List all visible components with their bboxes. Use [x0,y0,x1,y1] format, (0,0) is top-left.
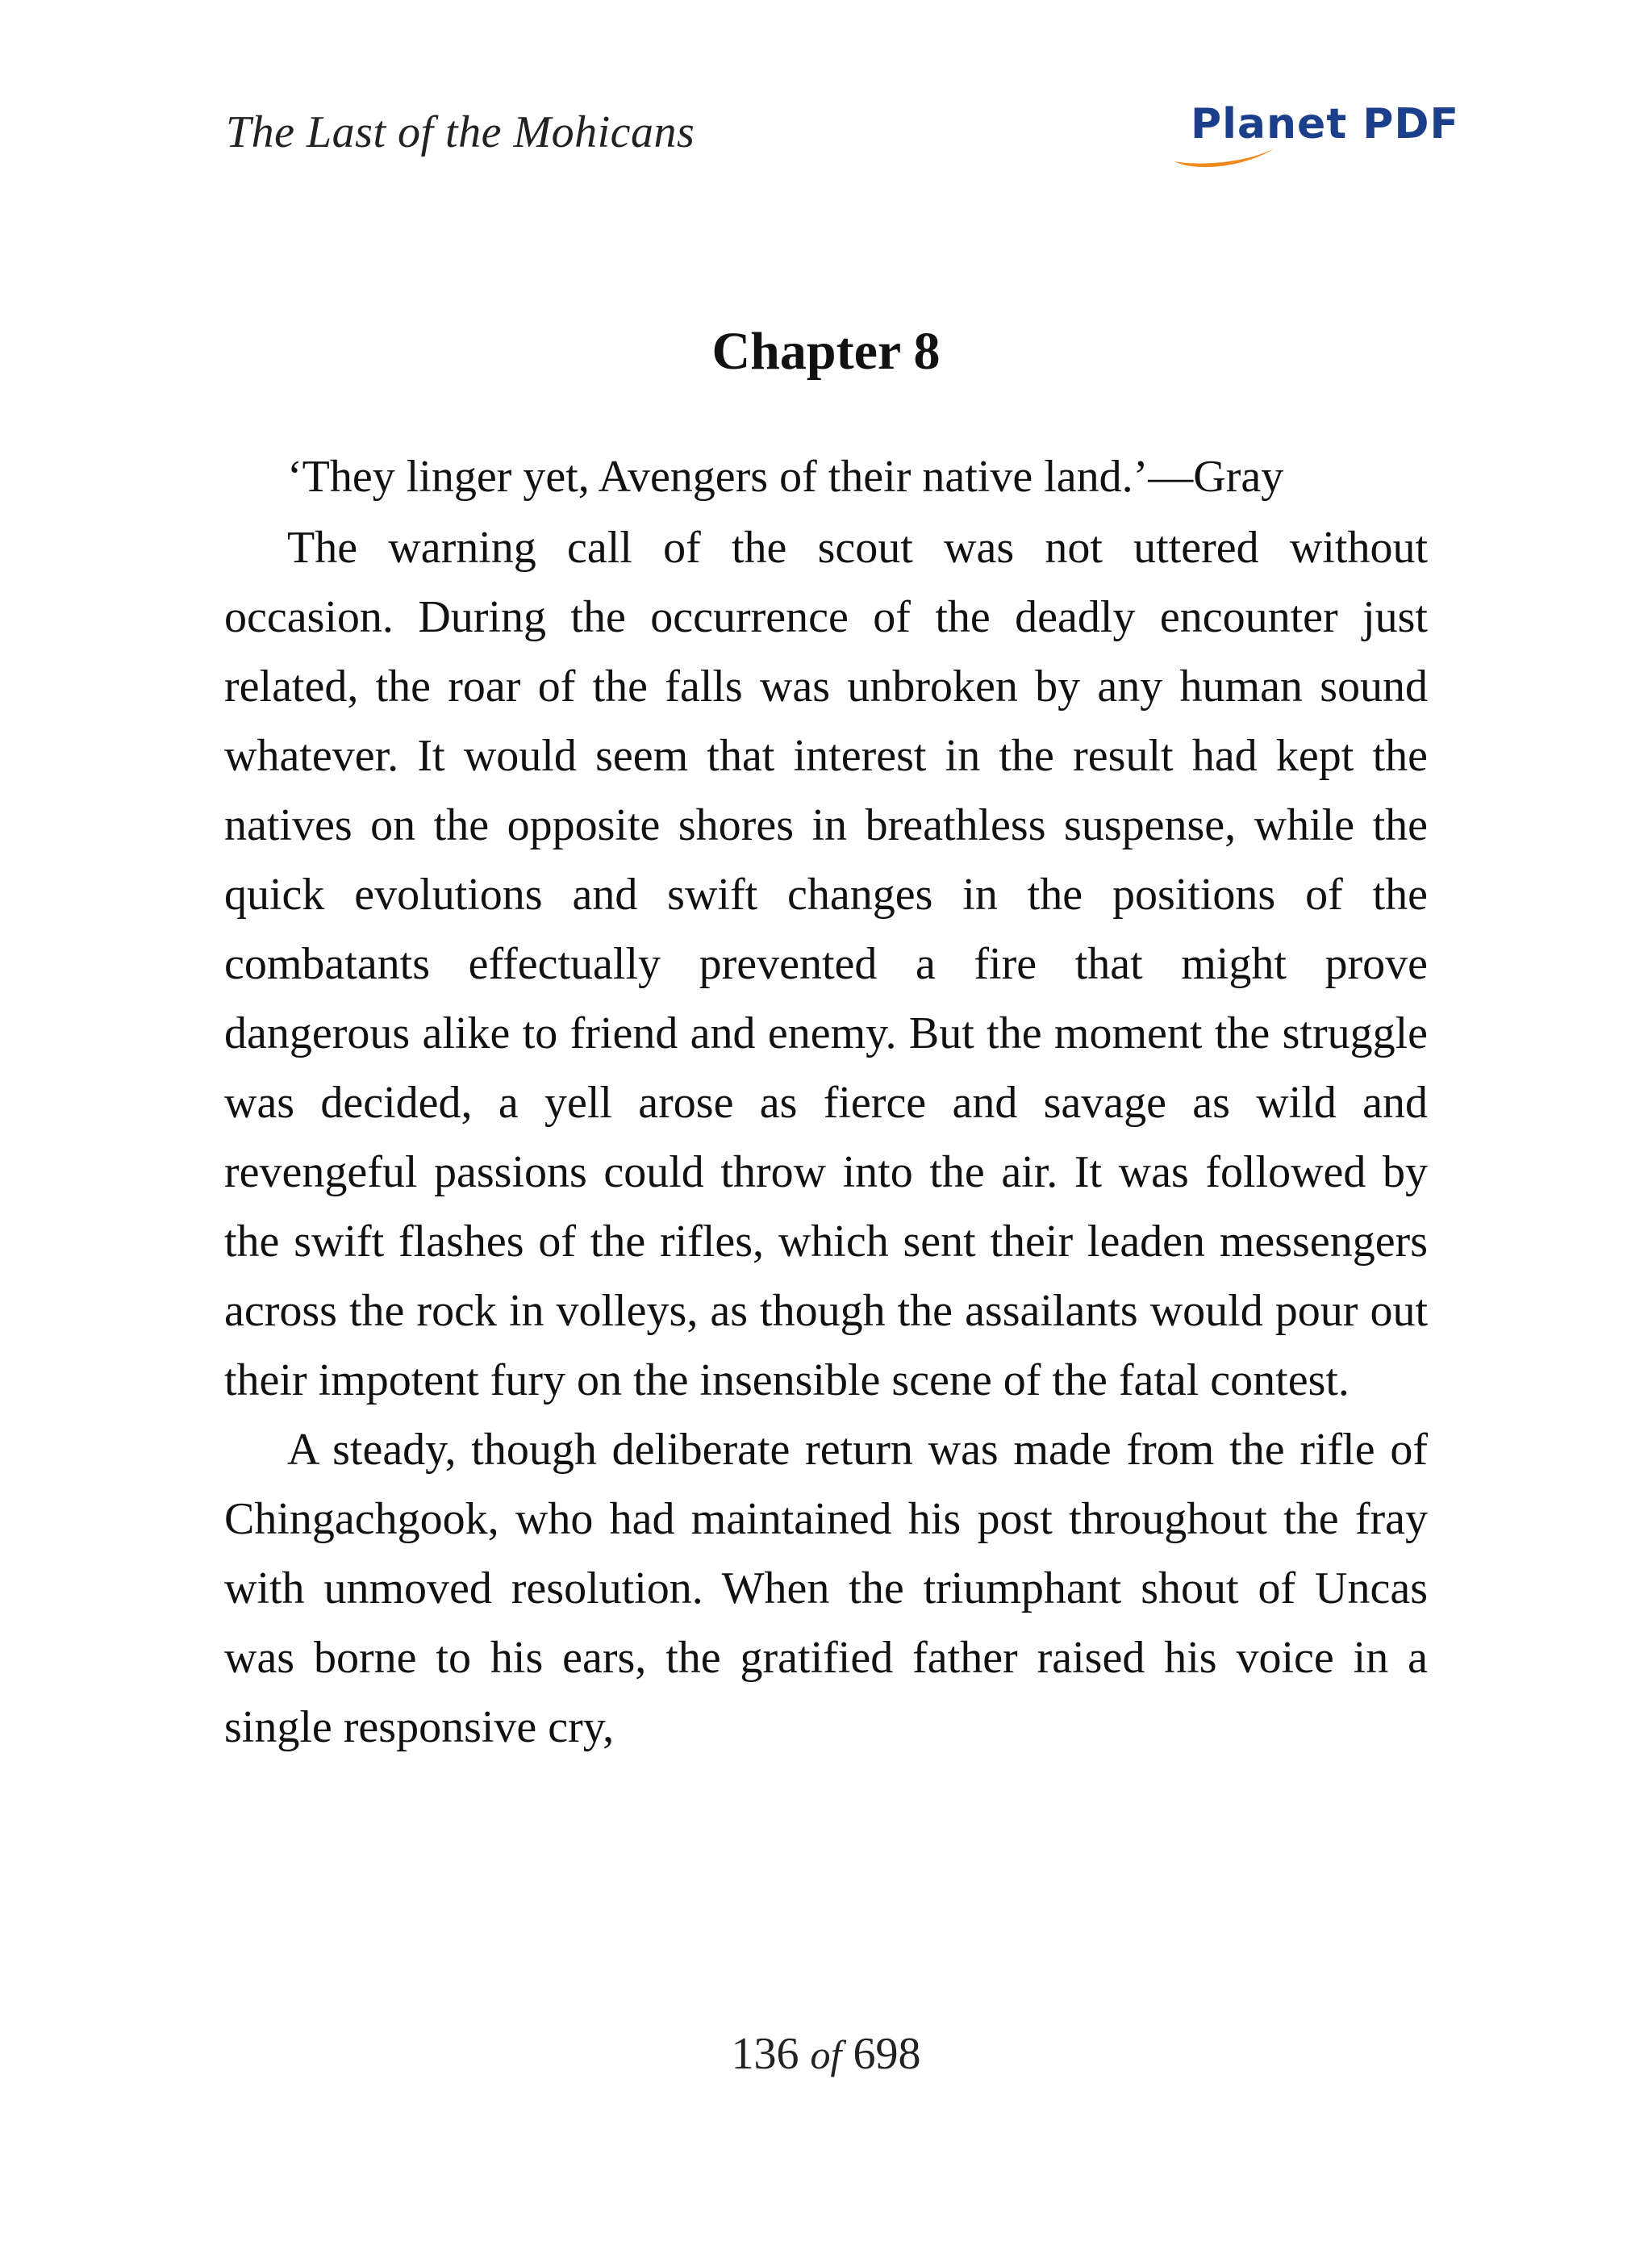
current-page: 136 [731,2029,799,2079]
page-of-label: of [810,2032,842,2077]
total-pages: 698 [853,2029,921,2079]
page-number [0,2028,1652,2080]
paragraph: The warning call of the scout was not uttered without occasion. During the occurrence of the deadly encounter just related, the roar of the falls was unbroken by any human sound whatever. It would seem that interest in the result had kept the natives on the opposite shores in breathless suspense, while the quick evolutions and swift changes in the positions of the combatants effectually prevented a fire that might prove dangerous alike to friend and enemy. But the moment the struggle was decided, a yell arose as fierce and savage as wild and revengeful passions could throw into the air. It was followed by the swift flashes of the rifles, which sent their leaden messengers across the rock in volleys, as though the assailants would pour out their impotent fury on the insensible scene of the fatal contest. [224,523,1428,1405]
logo-text [1191,100,1459,148]
epigraph: ‘They linger yet, Avengers of their native land.’—Gray [287,452,1284,502]
paragraph: A steady, though deliberate return was made from the rifle of Chingachgook, who had maintained his post throughout the fray with unmoved resolution. When the triumphant shout of Uncas was borne to his ears, the gratified father raised his voice in a single responsive cry, [224,1425,1428,1752]
chapter-title: Chapter 8 [711,322,941,381]
logo-text-planet: Planet [1191,100,1348,148]
running-title: The Last of the Mohicans [226,107,695,157]
planet-pdf-logo [1168,100,1460,173]
logo-text-pdf: PDF [1362,100,1460,148]
chapter-body [224,513,1428,1762]
